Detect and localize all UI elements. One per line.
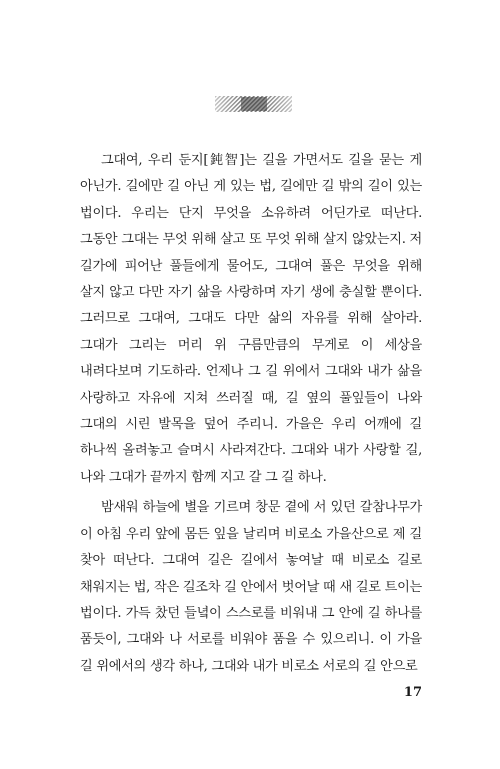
textured-divider-ornament [215, 96, 292, 112]
body-text [80, 148, 422, 680]
paragraph-1: 그대여, 우리 둔지[鈍智]는 길을 가면서도 길을 묻는 게 아닌가. 길에만 길 아닌 게 있는 법, 길에만 길 밖의 길이 있는 법이다. 우리는 단지 무엇을 소유하려 어딘가로 떠난다. 그동안 그대는 무엇 위해 살고 또 무엇 위해 살지 않았는지. 저 길가에 피어난 풀들에게 물어도, 그대여 풀은 무엇을 위해 살지 않고 다만 자기 삶을 사랑하며 자기 생에 충실할 뿐이다. 그러므로 그대여, 그대도 다만 삶의 자유를 위해 살아라. 그대가 그리는 머리 위 구름만큼의 무게로 이 세상을 내려다보며 기도하라. 언제나 그 길 위에서 그대와 내가 삶을 사랑하고 자유에 지쳐 쓰러질 때, 길 옆의 풀잎들이 나와 그대의 시린 발목을 덮어 주리니. 가을은 우리 어깨에 길 하나씩 올려놓고 슬며시 사라져간다. 그대와 내가 사랑할 길, 나와 그대가 끝까지 함께 지고 갈 그 길 하나. [80, 153, 422, 485]
page-number: 17 [403, 685, 422, 700]
paragraph-2: 밤새워 하늘에 별을 기르며 창문 곁에 서 있던 갈참나무가 이 아침 우리 앞에 몸든 잎을 날리며 비로소 가을산으로 제 길 찾아 떠난다. 그대여 길은 길에서 놓여날 때 비로소 길로 채워지는 법, 작은 길조차 길 안에서 벗어날 때 새 길로 트이는 법이다. 가득 찼던 들녘이 스스로를 비워내 그 안에 길 하나를 품듯이, 그대와 나 서로를 비워야 품을 수 있으리니. 이 가을 길 위에서의 생각 하나, 그대와 내가 비로소 서로의 길 안으로 [80, 500, 422, 674]
